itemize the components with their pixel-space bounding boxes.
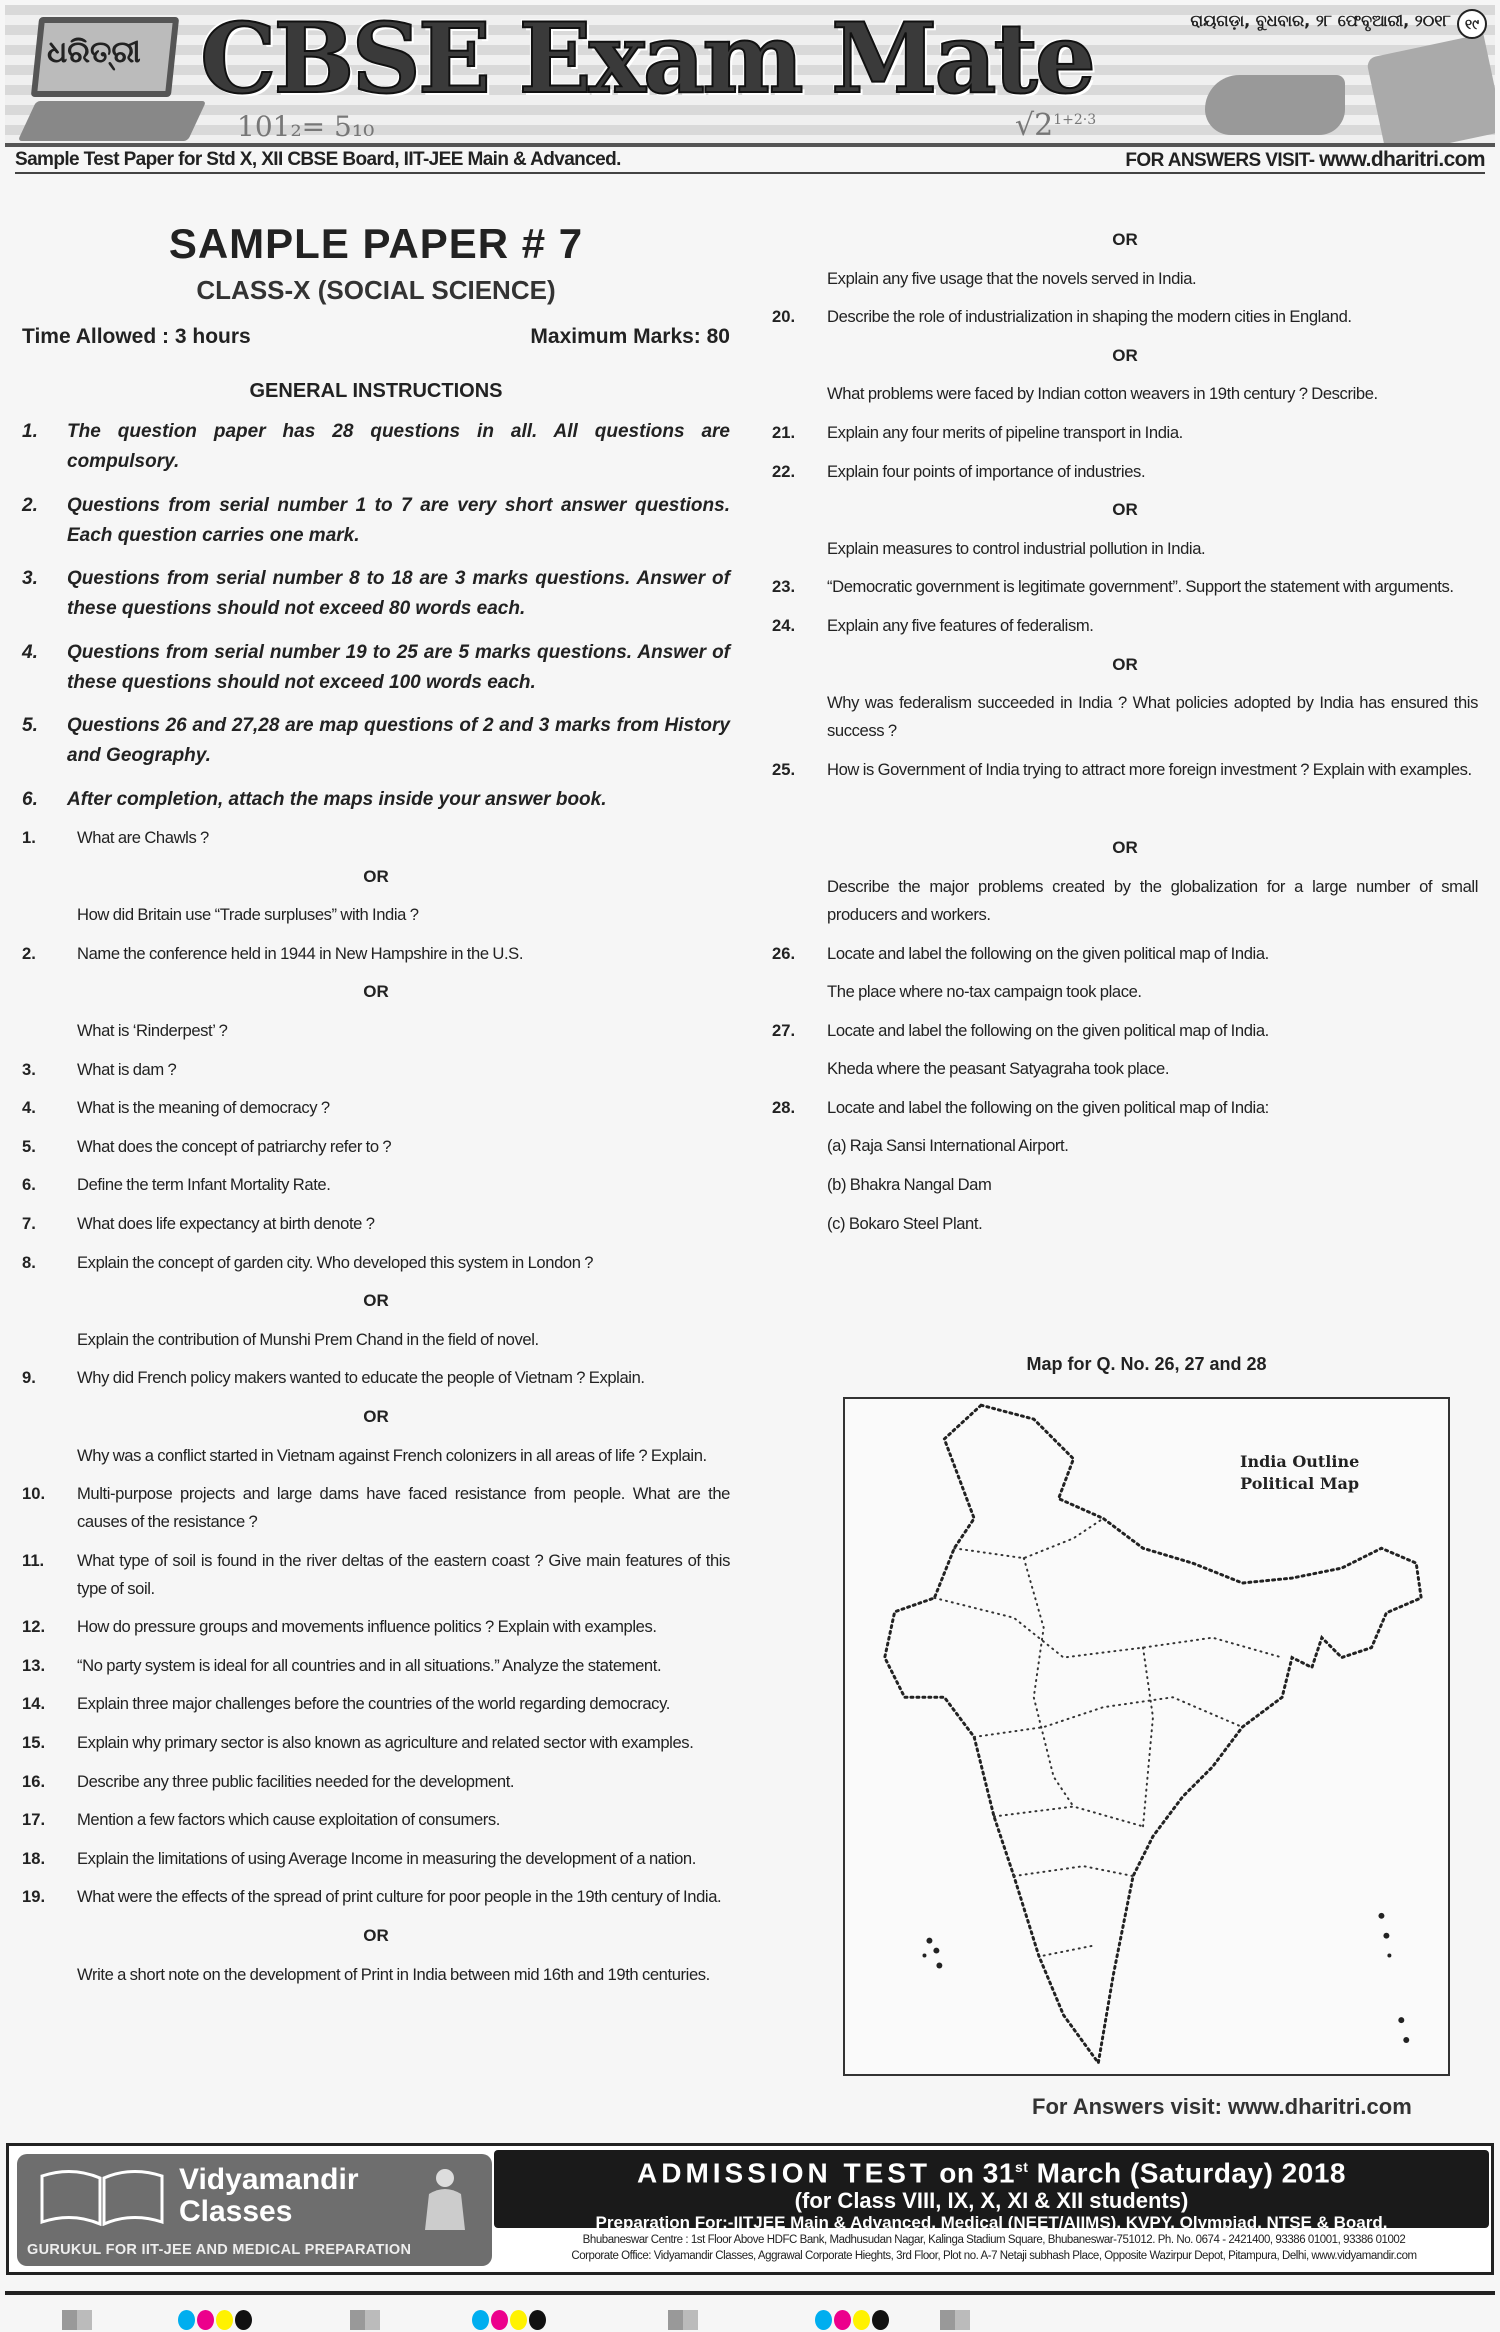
question-number: 28. xyxy=(772,1097,796,1117)
color-dot xyxy=(178,2310,195,2330)
calculator-image xyxy=(1366,34,1495,147)
question-number xyxy=(772,1171,827,1199)
gray-registration-mark xyxy=(62,2310,92,2330)
question-item xyxy=(772,1094,1478,1122)
admission-test-date: March (Saturday) 2018 xyxy=(1028,2157,1346,2189)
question-number: 15. xyxy=(22,1733,46,1753)
question-text: What does life expectancy at birth denote ? xyxy=(77,1213,375,1233)
color-dot xyxy=(216,2310,233,2330)
question-item xyxy=(22,1613,730,1641)
question-text: Explain any five usage that the novels served in India. xyxy=(827,268,1197,288)
question-text: Describe the role of industrialization in shaping the modern cities in England. xyxy=(827,307,1352,327)
or-separator: OR xyxy=(363,1406,389,1426)
alternative-question xyxy=(22,1017,730,1045)
question-text: What type of soil is found in the river deltas of the eastern coast ? Give main features of this type of soil. xyxy=(77,1550,730,1598)
question-text: “Democratic government is legitimate government”. Support the statement with arguments. xyxy=(827,577,1454,597)
question-number: 17. xyxy=(22,1810,46,1830)
alternative-question xyxy=(772,689,1478,745)
or-separator: OR xyxy=(363,1926,389,1946)
instruction-item xyxy=(22,711,730,771)
cmyk-registration-mark xyxy=(815,2310,889,2330)
gray-registration-mark xyxy=(350,2310,380,2330)
question-text: Locate and label the following on the given political map of India. xyxy=(827,1020,1269,1040)
question-item xyxy=(22,1729,730,1757)
instruction-item xyxy=(22,491,730,551)
gray-registration-mark xyxy=(940,2310,970,2330)
question-text: (b) Bhakra Nangal Dam xyxy=(827,1175,992,1195)
hand-image xyxy=(1205,75,1345,135)
question-number: 23. xyxy=(772,577,796,597)
question-number: 11. xyxy=(22,1550,45,1570)
math-decoration: 101₂= 5₁₀ xyxy=(237,110,375,143)
alternative-question xyxy=(772,1171,1478,1199)
gray-registration-mark xyxy=(668,2310,698,2330)
alternative-question xyxy=(772,535,1478,563)
or-separator: OR xyxy=(363,1291,389,1311)
page-bottom-rule xyxy=(5,2291,1495,2295)
question-item xyxy=(772,419,1478,447)
question-text: Describe the major problems created by the globalization for a large number of small producers and workers. xyxy=(827,876,1478,924)
question-item xyxy=(772,458,1478,486)
question-text: What were the effects of the spread of print culture for poor people in the 19th century of India. xyxy=(77,1887,722,1907)
question-text: How did Britain use “Trade surpluses” with India ? xyxy=(77,905,419,925)
instruction-number: 6. xyxy=(22,788,38,810)
question-number: 18. xyxy=(22,1848,46,1868)
map-caption: Map for Q. No. 26, 27 and 28 xyxy=(1026,1354,1267,1374)
question-text: Kheda where the peasant Satyagraha took place. xyxy=(827,1059,1170,1079)
instruction-number: 3. xyxy=(22,568,38,589)
instruction-text: Questions from serial number 8 to 18 are 3 marks questions. Answer of these questions should not exceed 80 words each. xyxy=(67,568,730,619)
question-text: How do pressure groups and movements influence politics ? Explain with examples. xyxy=(77,1617,657,1637)
or-separator: OR xyxy=(1112,500,1138,520)
question-text: Define the term Infant Mortality Rate. xyxy=(77,1175,331,1195)
question-number: 16. xyxy=(22,1771,46,1791)
alternative-question xyxy=(772,873,1478,929)
question-item xyxy=(772,756,1478,784)
vidyamandir-name-line1: Vidyamandir xyxy=(179,2163,359,2196)
math-decoration: $√2^{1+2\cdot 3}$ xyxy=(1015,108,1097,143)
question-item xyxy=(22,1652,730,1680)
question-number: 2. xyxy=(22,943,36,963)
vidyamandir-name-line2: Classes xyxy=(179,2195,293,2228)
or-separator: OR xyxy=(363,866,389,886)
question-text: What are Chawls ? xyxy=(77,828,209,847)
question-number: 7. xyxy=(22,1213,36,1233)
vidyamandir-tagline: GURUKUL FOR IIT-JEE AND MEDICAL PREPARATION xyxy=(27,2242,412,2258)
question-text: The place where no-tax campaign took place. xyxy=(827,982,1142,1002)
question-number: 19. xyxy=(22,1887,46,1907)
question-number xyxy=(22,1326,77,1354)
instruction-text: Questions from serial number 1 to 7 are very short answer questions. Each question carries one mark. xyxy=(67,494,730,546)
question-text: Why did French policy makers wanted to educate the people of Vietnam ? Explain. xyxy=(77,1368,645,1388)
question-text: Write a short note on the development of Print in India between mid 16th and 19th centuries. xyxy=(77,1964,710,1984)
question-number: 8. xyxy=(22,1252,36,1272)
masthead-subtitle-bar xyxy=(15,148,1485,174)
question-text: (c) Bokaro Steel Plant. xyxy=(827,1213,983,1233)
question-item xyxy=(22,1056,730,1084)
or-separator: OR xyxy=(363,982,389,1002)
question-number: 14. xyxy=(22,1694,46,1714)
question-number xyxy=(772,380,827,408)
question-item xyxy=(22,1210,730,1238)
question-item xyxy=(772,303,1478,331)
question-number: 4. xyxy=(22,1098,36,1118)
admission-test-title: ADMISSION TEST xyxy=(637,2157,932,2189)
question-text: What does the concept of patriarchy refer to ? xyxy=(77,1136,392,1156)
alternative-question xyxy=(772,1132,1478,1160)
alternative-question xyxy=(772,380,1478,408)
instruction-text: Questions 26 and 27,28 are map questions of 2 and 3 marks from History and Geography. xyxy=(67,715,730,766)
question-text: Explain the limitations of using Average Income in measuring the development of a nation. xyxy=(77,1848,696,1868)
vidyamandir-logo-box xyxy=(17,2154,492,2266)
open-book-icon xyxy=(37,2166,167,2226)
question-text: Explain any five features of federalism. xyxy=(827,615,1094,635)
instructions-heading: GENERAL INSTRUCTIONS xyxy=(249,380,503,402)
question-number: 12. xyxy=(22,1617,46,1637)
india-outline-map xyxy=(843,1397,1450,2076)
question-number: 5. xyxy=(22,1136,36,1156)
question-item xyxy=(22,1845,730,1873)
question-item xyxy=(22,1883,730,1911)
question-item xyxy=(772,612,1478,640)
bhubaneswar-centre: Bhubaneswar Centre : 1st Floor Above HDFC Bank, Madhusudan Nagar, Kalinga Stadium Square, Bhubaneswar-751012. Ph. No. 0674 - 2421400, 93386 01001, 93386 01002 xyxy=(582,2234,1406,2246)
question-item xyxy=(22,1806,730,1834)
admission-preparation: Preparation For:-IITJEE Main & Advanced, Medical (NEET/AIIMS), KVPY, Olympiad, NTSE & Board. xyxy=(595,2213,1388,2233)
map-label-line1: India Outline xyxy=(1240,1452,1360,1471)
question-item xyxy=(22,1768,730,1796)
color-dot xyxy=(197,2310,214,2330)
issue-date: ରାୟଗଡ଼ା, ବୁଧବାର, ୨୮ ଫେବୃଆରୀ, ୨୦୧୮ xyxy=(1190,11,1451,30)
time-allowed: Time Allowed : 3 hours xyxy=(22,325,251,348)
question-number: 24. xyxy=(772,615,796,635)
instruction-item xyxy=(22,785,730,815)
laptop-logo-image xyxy=(17,17,197,145)
instruction-item xyxy=(22,638,730,698)
vidyamandir-advertisement xyxy=(6,2143,1494,2275)
question-text: (a) Raja Sansi International Airport. xyxy=(827,1136,1069,1156)
question-text: Why was a conflict started in Vietnam against French colonizers in all areas of life ? Explain. xyxy=(77,1445,707,1465)
question-text: Mention a few factors which cause exploitation of consumers. xyxy=(77,1810,501,1830)
question-number: 20. xyxy=(772,307,796,327)
question-number: 9. xyxy=(22,1368,36,1388)
question-number xyxy=(772,873,827,929)
question-item xyxy=(22,1133,730,1161)
or-separator: OR xyxy=(1112,230,1138,249)
question-item xyxy=(772,940,1478,968)
or-separator: OR xyxy=(1112,345,1138,365)
question-number: 26. xyxy=(772,943,796,963)
question-number xyxy=(22,1442,77,1470)
color-dot xyxy=(235,2310,252,2330)
question-number: 22. xyxy=(772,461,796,481)
dharitri-logo: ଧରିତ୍ରୀ xyxy=(47,35,141,70)
instruction-number: 2. xyxy=(22,494,38,516)
question-item xyxy=(22,1171,730,1199)
admission-test-sup: st xyxy=(1014,2159,1029,2175)
question-text: Explain why primary sector is also known as agriculture and related sector with examples. xyxy=(77,1733,694,1753)
instructions-list xyxy=(22,417,730,828)
question-item xyxy=(22,1547,730,1603)
spacer xyxy=(772,794,1478,834)
alternative-question xyxy=(22,1961,730,1989)
india-map-outline xyxy=(845,1399,1448,2074)
instruction-text: The question paper has 28 questions in all. All questions are compulsory. xyxy=(67,421,730,472)
maximum-marks: Maximum Marks: 80 xyxy=(530,325,730,348)
right-question-column xyxy=(772,226,1478,1248)
alternative-question xyxy=(772,1055,1478,1083)
instruction-item xyxy=(22,417,730,477)
question-item xyxy=(772,1017,1478,1045)
question-number xyxy=(772,535,827,563)
color-dot xyxy=(834,2310,851,2330)
question-number xyxy=(772,978,827,1006)
question-number: 27. xyxy=(772,1020,796,1040)
alternative-question xyxy=(22,901,730,929)
answers-prefix: FOR ANSWERS VISIT- xyxy=(1125,150,1320,171)
instruction-item xyxy=(22,564,730,624)
instruction-number: 1. xyxy=(22,421,38,442)
admission-test-banner xyxy=(494,2150,1489,2233)
color-dot xyxy=(491,2310,508,2330)
alternative-question xyxy=(772,265,1478,293)
question-number: 21. xyxy=(772,422,796,442)
question-text: Name the conference held in 1944 in New Hampshire in the U.S. xyxy=(77,943,524,963)
map-label-line2: Political Map xyxy=(1240,1474,1360,1493)
question-number xyxy=(772,1055,827,1083)
color-dot xyxy=(872,2310,889,2330)
question-number xyxy=(772,1132,827,1160)
paper-class: CLASS-X (SOCIAL SCIENCE) xyxy=(196,275,556,305)
question-text: What problems were faced by Indian cotton weavers in 19th century ? Describe. xyxy=(827,384,1378,404)
student-reading-icon xyxy=(417,2164,482,2234)
vidyamandir-name xyxy=(179,2164,359,2228)
question-number: 25. xyxy=(772,759,796,779)
question-text: Multi-purpose projects and large dams have faced resistance from people. What are the causes of the resistance ? xyxy=(77,1484,730,1532)
question-item xyxy=(22,1364,730,1392)
question-number xyxy=(772,689,827,745)
address-block xyxy=(499,2232,1489,2264)
instruction-number: 5. xyxy=(22,715,38,736)
question-item xyxy=(22,940,730,968)
paper-title: SAMPLE PAPER # 7 xyxy=(168,220,584,267)
masthead-banner xyxy=(5,5,1495,147)
answers-link[interactable]: www.dharitri.com xyxy=(1319,148,1485,171)
question-text: How is Government of India trying to attract more foreign investment ? Explain with examples. xyxy=(827,759,1472,779)
map-label xyxy=(1240,1451,1359,1495)
question-item xyxy=(22,1094,730,1122)
instruction-text: After completion, attach the maps inside your answer book. xyxy=(67,788,607,810)
question-text: Locate and label the following on the given political map of India: xyxy=(827,1097,1269,1117)
question-number: 1. xyxy=(22,828,36,847)
question-text: Explain three major challenges before the countries of the world regarding democracy. xyxy=(77,1694,670,1714)
question-item xyxy=(22,1690,730,1718)
color-dot xyxy=(529,2310,546,2330)
question-text: Explain measures to control industrial pollution in India. xyxy=(827,538,1206,558)
alternative-question xyxy=(772,1210,1478,1238)
answers-link-footer[interactable]: For Answers visit: www.dharitri.com xyxy=(1032,2094,1412,2119)
question-number: 3. xyxy=(22,1059,36,1079)
paper-meta xyxy=(22,325,730,349)
question-number xyxy=(22,1961,77,1989)
question-text: Locate and label the following on the given political map of India. xyxy=(827,943,1269,963)
question-number: 13. xyxy=(22,1655,46,1675)
cmyk-registration-mark xyxy=(472,2310,546,2330)
question-text: What is ‘Rinderpest’ ? xyxy=(77,1020,228,1040)
question-text: What is the meaning of democracy ? xyxy=(77,1098,330,1118)
question-number xyxy=(772,265,827,293)
color-dot xyxy=(472,2310,489,2330)
question-item xyxy=(22,1249,730,1277)
admission-classes: (for Class VIII, IX, X, XI & XII students) xyxy=(794,2188,1189,2214)
instruction-number: 4. xyxy=(22,641,38,663)
corporate-office: Corporate Office: Vidyamandir Classes, Aggrawal Corporate Hieghts, 3rd Floor, Plot no. A-7 Netaji subhash Place, Opposite Wazirpur Depot, Pitampura, Delhi, www.vidyamandir.com xyxy=(571,2250,1417,2262)
or-separator: OR xyxy=(1112,838,1138,858)
masthead-title: CBSE Exam Mate xyxy=(200,5,1093,115)
question-text: Explain any four merits of pipeline transport in India. xyxy=(827,422,1183,442)
alternative-question xyxy=(772,978,1478,1006)
instruction-text: Questions from serial number 19 to 25 are 5 marks questions. Answer of these questions should not exceed 100 words each. xyxy=(67,641,730,693)
or-separator: OR xyxy=(1112,654,1138,674)
question-number xyxy=(772,1210,827,1238)
color-dot xyxy=(510,2310,527,2330)
question-text: Why was federalism succeeded in India ? What policies adopted by India has ensured this success ? xyxy=(827,693,1478,741)
alternative-question xyxy=(22,1442,730,1470)
question-text: Explain the contribution of Munshi Prem Chand in the field of novel. xyxy=(77,1329,539,1349)
question-text: Describe any three public facilities needed for the development. xyxy=(77,1771,515,1791)
masthead-subtitle: Sample Test Paper for Std X, XII CBSE Board, IIT-JEE Main & Advanced. xyxy=(15,149,621,170)
question-number xyxy=(22,1017,77,1045)
question-number: 6. xyxy=(22,1175,36,1195)
alternative-question xyxy=(22,1326,730,1354)
question-item xyxy=(22,1480,730,1536)
page-number: ୧୯ xyxy=(1457,9,1487,39)
color-dot xyxy=(815,2310,832,2330)
question-text: Explain the concept of garden city. Who developed this system in London ? xyxy=(77,1252,594,1272)
cmyk-registration-mark xyxy=(178,2310,252,2330)
question-number xyxy=(22,901,77,929)
print-registration-marks xyxy=(0,2310,1500,2332)
question-number: 10. xyxy=(22,1484,46,1504)
question-item xyxy=(772,573,1478,601)
color-dot xyxy=(853,2310,870,2330)
question-text: “No party system is ideal for all countries and in all situations.” Analyze the statement. xyxy=(77,1655,662,1675)
question-text: What is dam ? xyxy=(77,1059,177,1079)
question-item xyxy=(22,824,730,852)
admission-test-on: on 31 xyxy=(931,2157,1015,2189)
question-text: Explain four points of importance of industries. xyxy=(827,461,1146,481)
left-question-column xyxy=(22,824,730,1999)
